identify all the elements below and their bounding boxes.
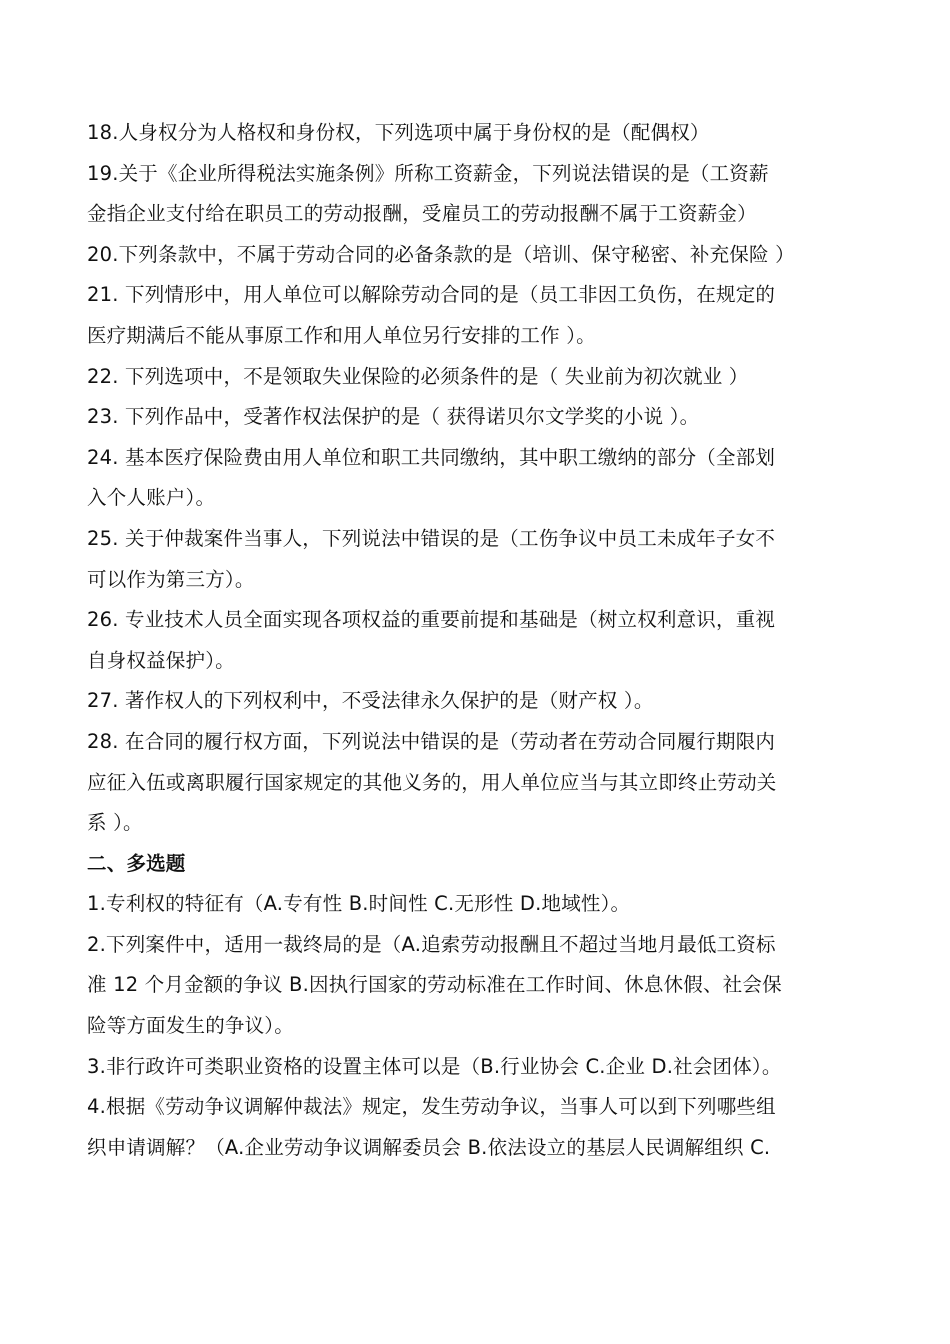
text-line-m2: 2.下列案件中，适用一裁终局的是（A.追索劳动报酬且不超过当地月最低工资标	[87, 932, 776, 956]
text-line-q27: 27. 著作权人的下列权利中，不受法律永久保护的是（财产权 ）。	[87, 689, 654, 713]
text-line-q24: 24. 基本医疗保险费由用人单位和职工共同缴纳，其中职工缴纳的部分（全部划	[87, 445, 776, 469]
text-line-m2-cont: 准 12 个月金额的争议 B.因执行国家的劳动标准在工作时间、休息休假、社会保	[87, 973, 782, 997]
text-line-q19: 19.关于《企业所得税法实施条例》所称工资薪金，下列说法错误的是（工资薪	[87, 161, 769, 185]
text-line-q28: 28. 在合同的履行权方面，下列说法中错误的是（劳动者在劳动合同履行期限内	[87, 729, 776, 753]
text-line-q28-cont: 应征入伍或离职履行国家规定的其他义务的，用人单位应当与其立即终止劳动关	[87, 770, 777, 794]
text-line-q23: 23. 下列作品中，受著作权法保护的是（ 获得诺贝尔文学奖的小说 ）。	[87, 405, 700, 429]
text-line-q21-cont: 医疗期满后不能从事原工作和用人单位另行安排的工作 ）。	[87, 323, 596, 347]
document-body	[87, 113, 877, 1168]
text-line-m1: 1.专利权的特征有（A.专有性 B.时间性 C.无形性 D.地域性）。	[87, 892, 631, 916]
text-line-q28-end: 系 ）。	[87, 811, 143, 835]
text-line-q26-cont: 自身权益保护）。	[87, 648, 235, 672]
text-line-q18: 18.人身权分为人格权和身份权，下列选项中属于身份权的是（配偶权）	[87, 121, 710, 144]
text-line-m3: 3.非行政许可类职业资格的设置主体可以是（B.行业协会 C.企业 D.社会团体）。	[87, 1054, 782, 1078]
text-line-q24-cont: 入个人账户）。	[87, 486, 216, 510]
text-line-q25: 25. 关于仲裁案件当事人，下列说法中错误的是（工伤争议中员工未成年子女不	[87, 526, 776, 550]
text-line-q21: 21. 下列情形中，用人单位可以解除劳动合同的是（员工非因工负伤，在规定的	[87, 283, 776, 307]
text-line-q22: 22. 下列选项中，不是领取失业保险的必须条件的是（ 失业前为初次就业 ）	[87, 364, 749, 388]
text-line-m2-end: 险等方面发生的争议）。	[87, 1014, 294, 1038]
text-line-q25-cont: 可以作为第三方）。	[87, 567, 255, 591]
text-line-q19-cont: 金指企业支付给在职员工的劳动报酬，受雇员工的劳动报酬不属于工资薪金）	[87, 202, 757, 226]
text-line-m4-cont: 织申请调解？（A.企业劳动争议调解委员会 B.依法设立的基层人民调解组织 C.	[87, 1135, 771, 1159]
text-line-m4: 4.根据《劳动争议调解仲裁法》规定，发生劳动争议，当事人可以到下列哪些组	[87, 1095, 776, 1119]
section-heading-multiple-choice: 二、多选题	[87, 851, 186, 875]
text-line-q26: 26. 专业技术人员全面实现各项权益的重要前提和基础是（树立权利意识，重视	[87, 608, 776, 632]
text-line-q20: 20.下列条款中，不属于劳动合同的必备条款的是（培训、保守秘密、补充保险 ）	[87, 242, 795, 266]
